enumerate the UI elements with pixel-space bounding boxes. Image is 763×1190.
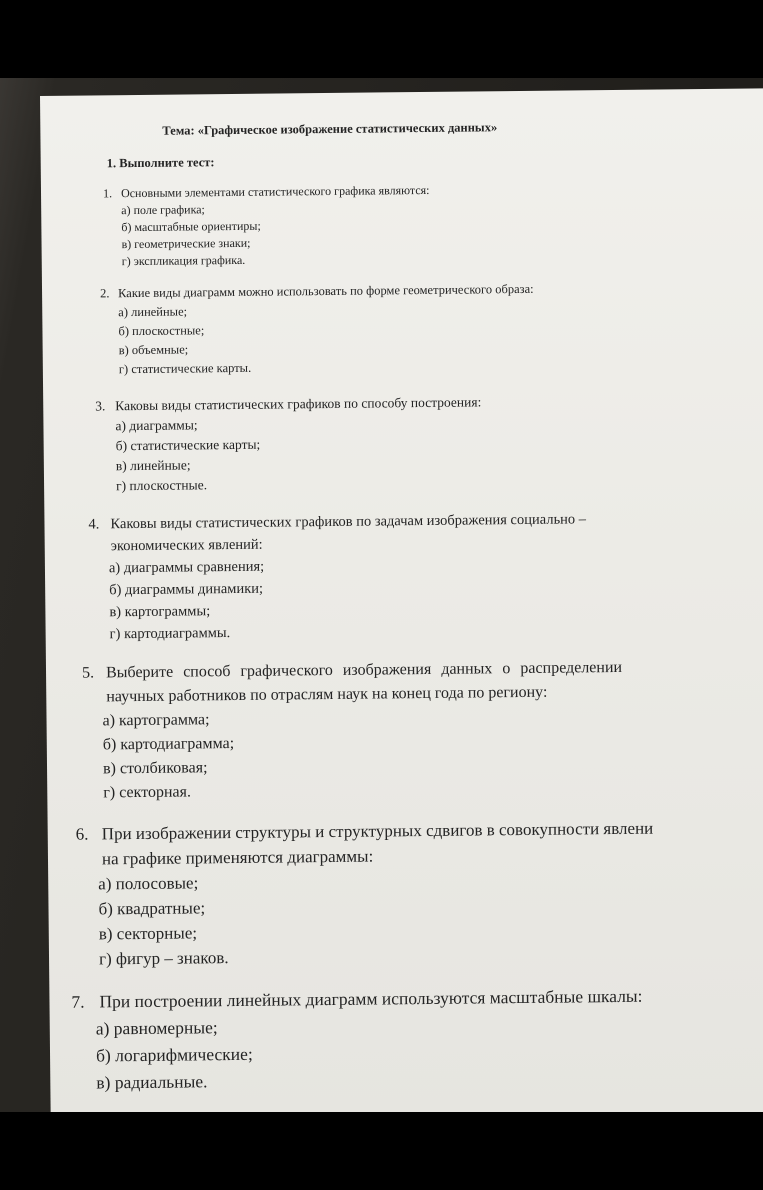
section-heading: 1. Выполните тест:: [106, 155, 215, 171]
question-text: При изображении структуры и структурных сдвигов в совокупности явлени: [101, 818, 654, 844]
answer-option: в) радиальные.: [96, 1071, 208, 1093]
answer-option: г) экспликация графика.: [121, 252, 246, 269]
answer-option: в) геометрические знаки;: [121, 235, 251, 252]
answer-option: г) фигур – знаков.: [98, 948, 229, 969]
photo-background: [0, 78, 763, 1112]
answer-option: б) плоскостные;: [118, 323, 205, 339]
answer-option: а) линейные;: [118, 304, 188, 320]
answer-option: а) диаграммы сравнения;: [108, 558, 265, 577]
document-title: Тема: «Графическое изображение статистических данных»: [162, 120, 498, 138]
answer-option: в) столбиковая;: [102, 759, 208, 778]
question-number: 2.: [99, 286, 110, 301]
question-text: Каковы виды статистических графиков по задачам изображения социально –: [110, 511, 587, 533]
answer-option: в) секторные;: [98, 923, 198, 944]
answer-option: а) картограмма;: [102, 711, 210, 730]
question-text: Основными элементами статистического графика являются:: [120, 182, 430, 201]
answer-option: а) равномерные;: [95, 1017, 218, 1039]
answer-option: г) картодиаграммы.: [109, 625, 231, 643]
answer-option: г) статистические карты.: [118, 360, 252, 377]
answer-option: б) картодиаграмма;: [102, 735, 235, 754]
question-text: на графике применяются диаграммы:: [101, 846, 374, 869]
question-number: 5.: [81, 664, 95, 682]
answer-option: г) секторная.: [103, 783, 192, 802]
answer-option: б) масштабные ориентиры;: [121, 218, 261, 235]
question-text: Какие виды диаграмм можно использовать по форме геометрического образа:: [117, 281, 534, 301]
answer-option: б) логарифмические;: [95, 1043, 253, 1066]
answer-option: г) плоскостные.: [116, 477, 208, 494]
paper-sheet: [40, 88, 763, 1112]
question-number: 7.: [71, 991, 85, 1012]
question-number: 6.: [75, 824, 89, 844]
answer-option: б) диаграммы динамики;: [109, 580, 264, 599]
question-number: 4.: [88, 516, 100, 533]
question-text: научных работников по отраслям наук на конец года по региону:: [106, 683, 548, 706]
question-text: Каковы виды статистических графиков по способу построения:: [115, 394, 482, 414]
question-number: 1.: [102, 186, 113, 201]
answer-option: б) квадратные;: [98, 898, 206, 919]
answer-option: в) линейные;: [115, 457, 191, 474]
question-text: экономических явлений:: [110, 536, 263, 555]
answer-option: в) объемные;: [118, 342, 189, 358]
question-text: При построении линейных диаграмм используются масштабные шкалы:: [99, 985, 643, 1012]
answer-option: б) статистические карты;: [115, 436, 261, 454]
answer-option: а) полосовые;: [98, 873, 199, 894]
question-number: 3.: [95, 398, 106, 414]
question-text: Выберите способ графического изображения данных о распределении: [105, 658, 623, 682]
answer-option: а) диаграммы;: [115, 417, 198, 434]
answer-option: а) поле графика;: [121, 202, 205, 218]
answer-option: в) картограммы;: [109, 603, 211, 621]
